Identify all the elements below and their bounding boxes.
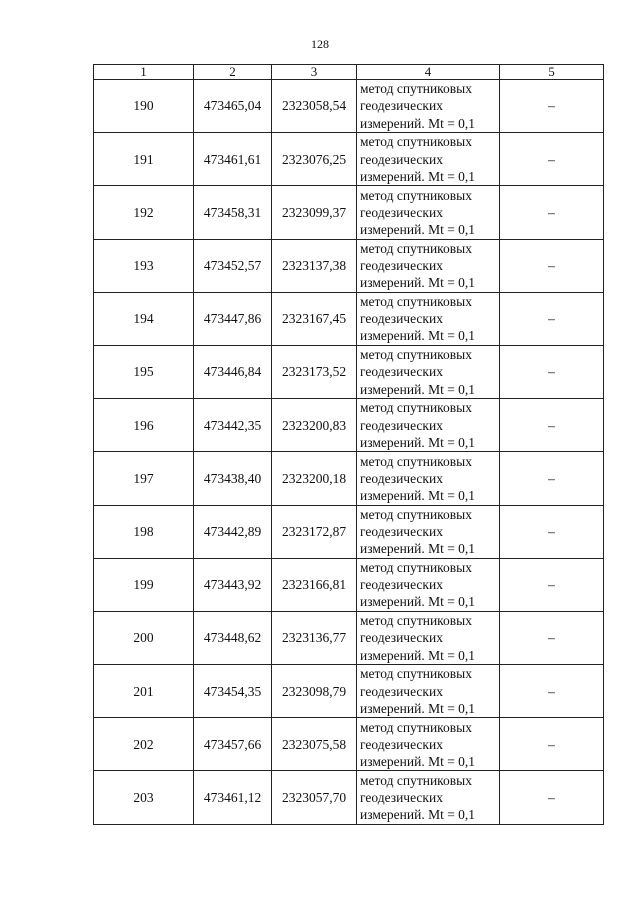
point-number-cell: 192 (94, 186, 194, 239)
method-text-line: измерений. Mt = 0,1 (360, 700, 476, 716)
y-coordinate-cell: 2323137,38 (272, 239, 357, 292)
x-coordinate-cell: 473446,84 (194, 345, 272, 398)
point-number-cell: 196 (94, 399, 194, 452)
method-text-line: метод спутниковых (360, 294, 472, 310)
y-coordinate-cell: 2323057,70 (272, 771, 357, 824)
point-number-cell: 193 (94, 239, 194, 292)
method-text-line: метод спутниковых (360, 187, 472, 203)
table-row (94, 80, 604, 133)
method-text-line: геодезических (360, 577, 443, 593)
point-number-cell: 202 (94, 718, 194, 771)
method-cell (357, 665, 500, 718)
method-text-line: метод спутниковых (360, 666, 472, 682)
table-row (94, 452, 604, 505)
point-number-cell: 197 (94, 452, 194, 505)
x-coordinate-cell: 473458,31 (194, 186, 272, 239)
note-cell: – (500, 186, 604, 239)
method-text-line: метод спутниковых (360, 81, 472, 97)
method-text-line: измерений. Mt = 0,1 (360, 594, 476, 610)
x-coordinate-cell: 473457,66 (194, 718, 272, 771)
method-text-line: геодезических (360, 736, 443, 752)
y-coordinate-cell: 2323099,37 (272, 186, 357, 239)
table-row (94, 186, 604, 239)
y-coordinate-cell: 2323200,18 (272, 452, 357, 505)
note-cell: – (500, 133, 604, 186)
method-text-line: геодезических (360, 364, 443, 380)
method-text-line: измерений. Mt = 0,1 (360, 381, 476, 397)
method-text-line: геодезических (360, 683, 443, 699)
method-text-line: измерений. Mt = 0,1 (360, 753, 476, 769)
method-text-line: метод спутниковых (360, 559, 472, 575)
method-text-line: измерений. Mt = 0,1 (360, 488, 476, 503)
column-header-2: 2 (194, 65, 272, 80)
method-cell (357, 239, 500, 292)
method-cell (357, 80, 500, 133)
note-cell: – (500, 452, 604, 505)
method-text-line: метод спутниковых (360, 719, 472, 735)
method-text-line: метод спутниковых (360, 772, 472, 788)
table-row (94, 133, 604, 186)
method-text-line: метод спутниковых (360, 453, 472, 469)
point-number-cell: 201 (94, 665, 194, 718)
table-row (94, 718, 604, 771)
note-cell: – (500, 611, 604, 664)
note-cell: – (500, 771, 604, 824)
table-row (94, 239, 604, 292)
y-coordinate-cell: 2323058,54 (272, 80, 357, 133)
note-cell: – (500, 239, 604, 292)
method-text-line: геодезических (360, 204, 443, 220)
point-number-cell: 198 (94, 505, 194, 558)
method-cell (357, 345, 500, 398)
note-cell: – (500, 665, 604, 718)
y-coordinate-cell: 2323173,52 (272, 345, 357, 398)
coordinates-table (93, 64, 604, 825)
x-coordinate-cell: 473448,62 (194, 611, 272, 664)
point-number-cell: 194 (94, 292, 194, 345)
method-text-line: измерений. Mt = 0,1 (360, 275, 476, 291)
method-text-line: измерений. Mt = 0,1 (360, 328, 476, 344)
x-coordinate-cell: 473465,04 (194, 80, 272, 133)
method-text-line: измерений. Mt = 0,1 (360, 115, 476, 131)
page-number: 128 (311, 37, 329, 51)
header-row (94, 65, 604, 80)
method-text-line: измерений. Mt = 0,1 (360, 647, 476, 663)
point-number-cell: 203 (94, 771, 194, 824)
method-text-line: геодезических (360, 523, 443, 539)
point-number-cell: 199 (94, 558, 194, 611)
y-coordinate-cell: 2323172,87 (272, 505, 357, 558)
method-text-line: метод спутниковых (360, 347, 472, 363)
x-coordinate-cell: 473452,57 (194, 239, 272, 292)
method-cell (357, 452, 500, 505)
x-coordinate-cell: 473442,89 (194, 505, 272, 558)
y-coordinate-cell: 2323075,58 (272, 718, 357, 771)
point-number-cell: 191 (94, 133, 194, 186)
method-text-line: геодезических (360, 258, 443, 274)
method-text-line: геодезических (360, 630, 443, 646)
method-cell (357, 186, 500, 239)
method-cell (357, 558, 500, 611)
note-cell: – (500, 345, 604, 398)
method-text-line: метод спутниковых (360, 506, 472, 522)
method-text-line: измерений. Mt = 0,1 (360, 807, 476, 823)
method-text-line: метод спутниковых (360, 240, 472, 256)
note-cell: – (500, 718, 604, 771)
note-cell: – (500, 80, 604, 133)
x-coordinate-cell: 473443,92 (194, 558, 272, 611)
note-cell: – (500, 292, 604, 345)
method-text-line: геодезических (360, 417, 443, 433)
method-text-line: геодезических (360, 311, 443, 327)
note-cell: – (500, 399, 604, 452)
column-header-4: 4 (357, 65, 500, 80)
x-coordinate-cell: 473461,12 (194, 771, 272, 824)
x-coordinate-cell: 473442,35 (194, 399, 272, 452)
point-number-cell: 190 (94, 80, 194, 133)
method-text-line: геодезических (360, 789, 443, 805)
method-cell (357, 718, 500, 771)
table-row (94, 611, 604, 664)
method-text-line: измерений. Mt = 0,1 (360, 541, 476, 557)
method-cell (357, 292, 500, 345)
method-text-line: метод спутниковых (360, 400, 472, 416)
method-text-line: геодезических (360, 470, 443, 486)
table-body (94, 80, 604, 825)
y-coordinate-cell: 2323076,25 (272, 133, 357, 186)
method-cell (357, 771, 500, 824)
method-cell (357, 133, 500, 186)
table-row (94, 665, 604, 718)
x-coordinate-cell: 473438,40 (194, 452, 272, 505)
method-text-line: метод спутниковых (360, 613, 472, 629)
table-row (94, 292, 604, 345)
method-text-line: метод спутниковых (360, 134, 472, 150)
method-text-line: измерений. Mt = 0,1 (360, 168, 476, 184)
y-coordinate-cell: 2323136,77 (272, 611, 357, 664)
method-cell (357, 611, 500, 664)
column-header-1: 1 (94, 65, 194, 80)
y-coordinate-cell: 2323200,83 (272, 399, 357, 452)
table-row (94, 558, 604, 611)
x-coordinate-cell: 473461,61 (194, 133, 272, 186)
y-coordinate-cell: 2323167,45 (272, 292, 357, 345)
column-header-5: 5 (500, 65, 604, 80)
method-text-line: геодезических (360, 151, 443, 167)
x-coordinate-cell: 473447,86 (194, 292, 272, 345)
method-cell (357, 505, 500, 558)
table-row (94, 771, 604, 824)
note-cell: – (500, 558, 604, 611)
column-header-3: 3 (272, 65, 357, 80)
point-number-cell: 195 (94, 345, 194, 398)
method-text-line: геодезических (360, 98, 443, 114)
y-coordinate-cell: 2323166,81 (272, 558, 357, 611)
method-text-line: измерений. Mt = 0,1 (360, 222, 476, 238)
note-cell: – (500, 505, 604, 558)
table-row (94, 345, 604, 398)
method-text-line: измерений. Mt = 0,1 (360, 434, 476, 450)
table-row (94, 505, 604, 558)
y-coordinate-cell: 2323098,79 (272, 665, 357, 718)
table-row (94, 399, 604, 452)
x-coordinate-cell: 473454,35 (194, 665, 272, 718)
point-number-cell: 200 (94, 611, 194, 664)
method-cell (357, 399, 500, 452)
